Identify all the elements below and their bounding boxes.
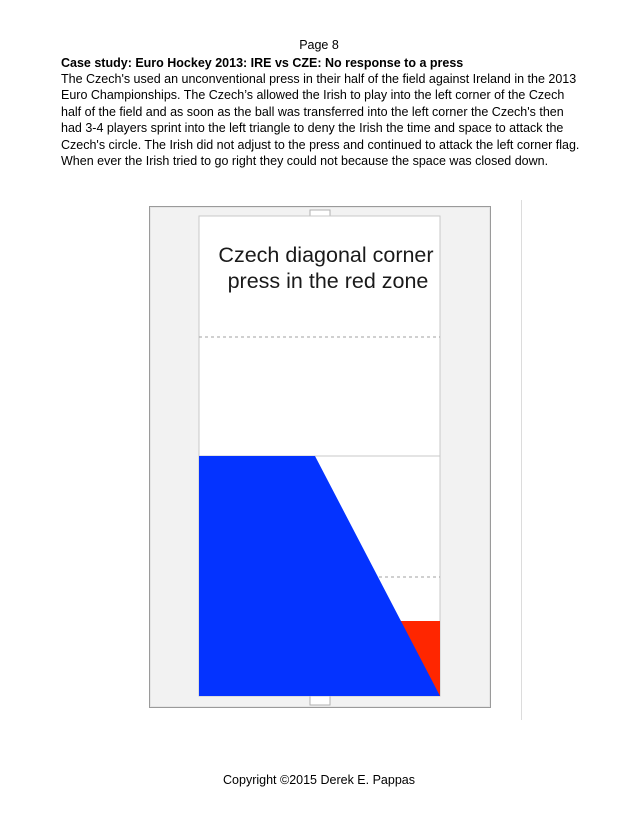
case-study-heading: Case study: Euro Hockey 2013: IRE vs CZE: No response to a press — [61, 56, 464, 70]
page-number: Page 8 — [299, 38, 339, 52]
diagram-title-line1: Czech diagonal corner — [218, 243, 434, 267]
body-line: Czech's circle. The Irish did not adjust to the press and continued to attack the left corner flag. — [61, 137, 580, 152]
copyright-footer: Copyright ©2015 Derek E. Pappas — [223, 773, 415, 787]
diagram-title-line2: press in the red zone — [227, 269, 429, 293]
body-line: When ever the Irish tried to go right they could not because the space was closed down. — [61, 154, 549, 169]
body-line: had 3-4 players sprint into the left triangle to deny the Irish the time and space to attack the — [61, 121, 564, 136]
body-line: half of the field and as soon as the ball was transferred into the left corner the Czech's then — [61, 104, 564, 119]
body-line: Euro Championships. The Czech’s allowed the Irish to play into the left corner of the Czech — [61, 88, 565, 103]
body-line: The Czech's used an unconventional press in their half of the field against Ireland in the 2013 — [61, 72, 577, 86]
